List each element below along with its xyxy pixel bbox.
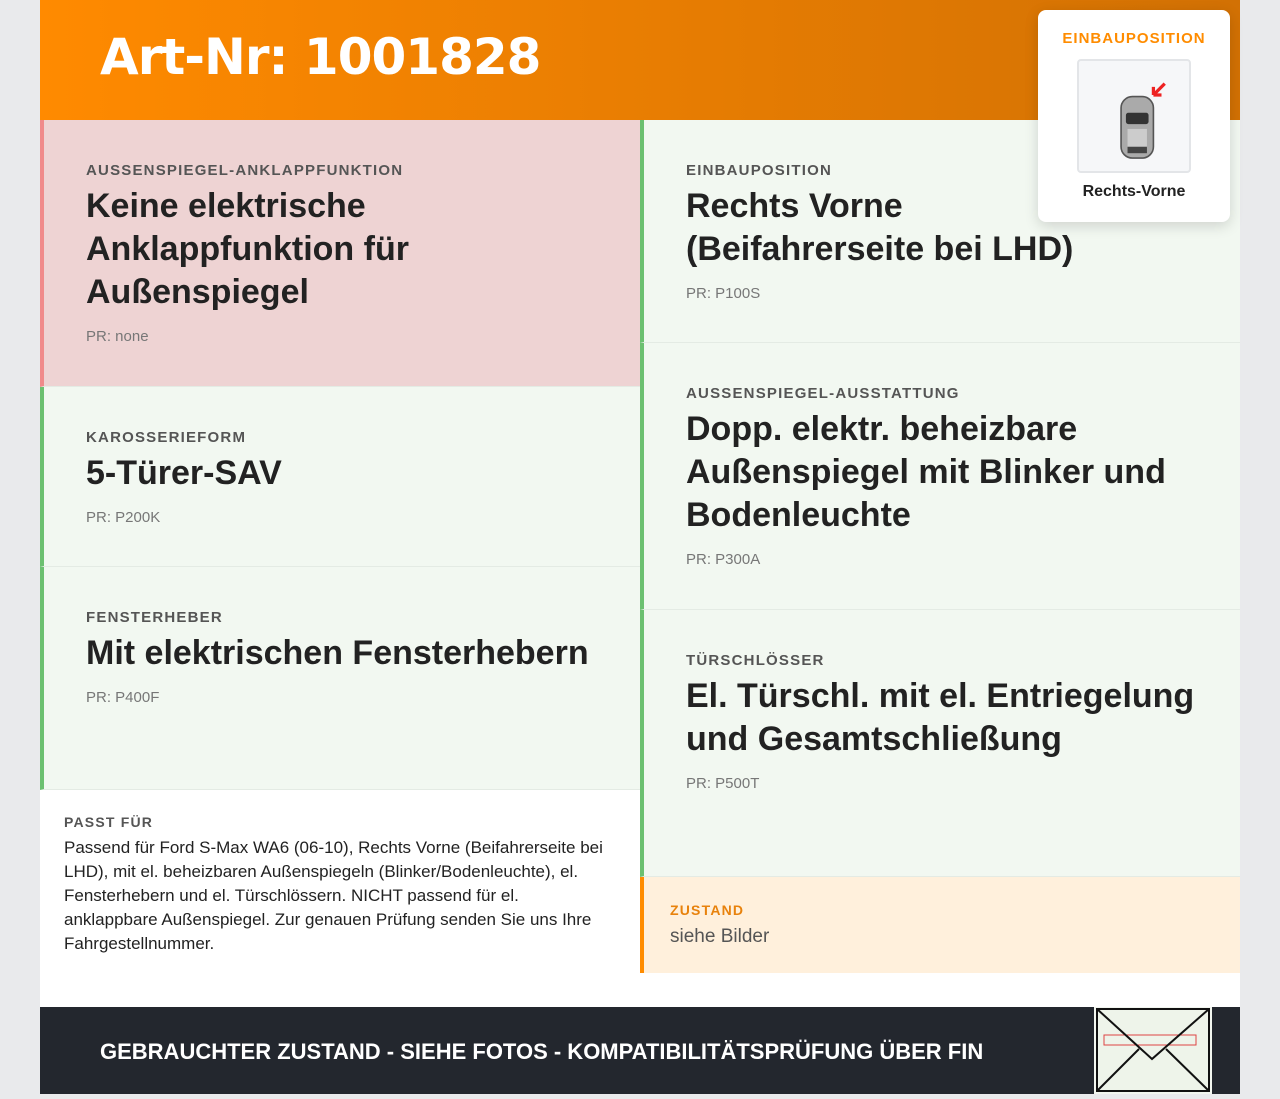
card-value: El. Türschl. mit el. Entriegelung und Gesamtschließung bbox=[686, 677, 1195, 758]
fitment-section bbox=[40, 790, 640, 976]
left-column bbox=[40, 120, 640, 976]
card-label: AUSSENSPIEGEL-ANKLAPPFUNKTION bbox=[86, 162, 404, 179]
condition-section bbox=[640, 877, 1240, 973]
fitment-text: Passend für Ford S-Max WA6 (06-10), Rechts Vorne (Beifahrerseite bei LHD), mit el. beheizbaren Außenspiegeln (Blinker/Bodenleuchte), el. Fensterhebern und el. Türschlössern. NICHT passend für el. anklappbare Außenspiegel. Zur genauen Prüfung senden Sie uns Ihre Fahrgestellnummer. bbox=[64, 838, 603, 953]
card-label: EINBAUPOSITION bbox=[686, 162, 832, 179]
article-number: Art-Nr: 1001828 bbox=[100, 28, 541, 86]
card-value: Keine elektrische Anklappfunktion für Außenspiegel bbox=[86, 187, 409, 311]
card-windows bbox=[40, 567, 640, 790]
card-pr: PR: P500T bbox=[686, 775, 760, 792]
footer-banner bbox=[40, 1007, 1240, 1094]
popup-caption: Rechts-Vorne bbox=[1082, 183, 1186, 200]
card-door-locks bbox=[640, 610, 1240, 877]
card-label: TÜRSCHLÖSSER bbox=[686, 652, 825, 669]
card-value: Mit elektrischen Fensterhebern bbox=[86, 634, 589, 672]
card-body-style bbox=[40, 387, 640, 567]
card-pr: PR: P400F bbox=[86, 689, 160, 706]
envelope-icon bbox=[1094, 1007, 1212, 1094]
card-pr: PR: P100S bbox=[686, 285, 761, 302]
card-pr: PR: none bbox=[86, 328, 149, 345]
card-pr: PR: P300A bbox=[686, 551, 761, 568]
card-pr: PR: P200K bbox=[86, 509, 161, 526]
envelope-vin-image bbox=[1094, 1007, 1212, 1094]
card-label: KAROSSERIEFORM bbox=[86, 429, 247, 446]
footer-text: GEBRAUCHTER ZUSTAND - SIEHE FOTOS - KOMPATIBILITÄTSPRÜFUNG ÜBER FIN bbox=[100, 1039, 984, 1064]
position-popup bbox=[1038, 10, 1230, 222]
condition-value: siehe Bilder bbox=[670, 926, 770, 947]
card-value: 5-Türer-SAV bbox=[86, 454, 282, 492]
card-label: AUSSENSPIEGEL-AUSSTATTUNG bbox=[686, 385, 960, 402]
right-column bbox=[640, 120, 1240, 973]
card-mirror-equipment bbox=[640, 343, 1240, 610]
card-value: Rechts Vorne (Beifahrerseite bei LHD) bbox=[686, 187, 1074, 268]
fitment-label: PASST FÜR bbox=[64, 814, 154, 830]
car-top-view-icon bbox=[1079, 61, 1189, 171]
card-mirror-folding bbox=[40, 120, 640, 387]
condition-label: ZUSTAND bbox=[670, 902, 745, 918]
card-label: FENSTERHEBER bbox=[86, 609, 223, 626]
popup-label: EINBAUPOSITION bbox=[1062, 30, 1206, 47]
car-position-image bbox=[1077, 59, 1191, 173]
card-value: Dopp. elektr. beheizbare Außenspiegel mit Blinker und Bodenleuchte bbox=[686, 410, 1166, 534]
